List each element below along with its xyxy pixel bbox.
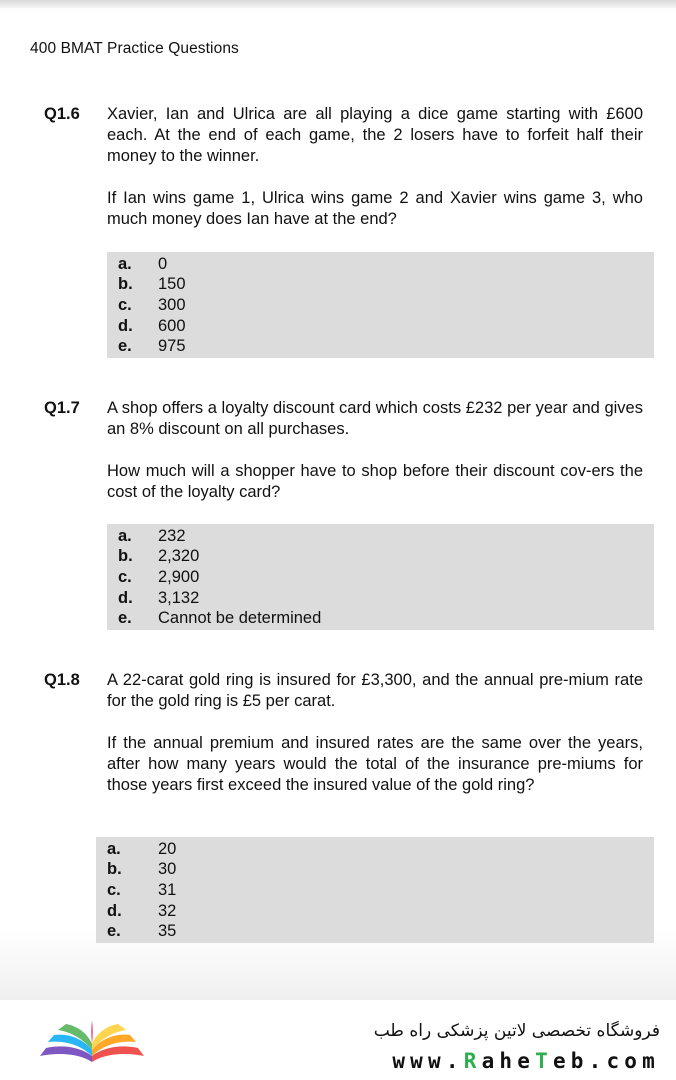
- answer-choices: [96, 837, 654, 943]
- choice-value: 30: [158, 860, 177, 879]
- choice-letter: e.: [118, 609, 132, 628]
- answer-choice[interactable]: [107, 526, 654, 547]
- choice-value: 20: [158, 839, 177, 858]
- choice-letter: a.: [118, 526, 132, 545]
- answer-choice[interactable]: [96, 860, 654, 881]
- url-highlight: R: [463, 1049, 482, 1073]
- choice-value: 600: [158, 316, 186, 335]
- choice-value: 0: [158, 254, 168, 273]
- store-name: فروشگاه تخصصی لاتین پزشکی راه طب: [373, 1021, 660, 1041]
- choice-letter: d.: [118, 588, 133, 607]
- running-header: 400 BMAT Practice Questions: [30, 40, 239, 57]
- question-paragraph: If the annual premium and insured rates are the same over the years, after how many years would the total of the insurance pre-miums for those years first exceed the insured value of the gold ring?: [107, 734, 643, 794]
- answer-choice[interactable]: [107, 316, 654, 337]
- url-suffix: .com: [588, 1049, 660, 1073]
- answer-choices: [107, 524, 654, 630]
- answer-choice[interactable]: [96, 921, 654, 942]
- answer-choice[interactable]: [107, 254, 654, 275]
- choice-letter: a.: [118, 254, 132, 273]
- store-footer: [0, 1000, 676, 1080]
- answer-choice[interactable]: [96, 880, 654, 901]
- choice-letter: e.: [118, 337, 132, 356]
- choice-value: Cannot be determined: [158, 609, 322, 628]
- question-number: Q1.6: [44, 105, 80, 123]
- question-text: [107, 398, 643, 503]
- question-paragraph: How much will a shopper have to shop before their discount cov-ers the cost of the loyalty card?: [107, 462, 643, 501]
- choice-letter: c.: [107, 880, 121, 899]
- choice-value: 300: [158, 295, 186, 314]
- choice-letter: c.: [118, 567, 132, 586]
- choice-letter: a.: [107, 839, 121, 858]
- choice-value: 232: [158, 526, 186, 545]
- choice-letter: e.: [107, 922, 121, 941]
- question-number: Q1.8: [44, 671, 80, 689]
- question-text: [107, 104, 643, 230]
- answer-choice[interactable]: [107, 608, 654, 629]
- choice-value: 32: [158, 901, 177, 920]
- choice-value: 31: [158, 880, 177, 899]
- url-part: eb: [552, 1049, 589, 1073]
- choice-value: 975: [158, 337, 186, 356]
- previous-page-edge: [0, 0, 676, 8]
- choice-value: 35: [158, 922, 177, 941]
- open-book-rainbow-logo-icon: [36, 1018, 148, 1066]
- answer-choice[interactable]: [96, 901, 654, 922]
- question-paragraph: A shop offers a loyalty discount card which costs £232 per year and gives an 8% discount on all purchases.: [107, 399, 643, 438]
- choice-letter: c.: [118, 295, 132, 314]
- question-paragraph: If Ian wins game 1, Ulrica wins game 2 and Xavier wins game 3, who much money does Ian have at the end?: [107, 189, 643, 228]
- choice-letter: b.: [118, 547, 133, 566]
- question-text: [107, 670, 643, 796]
- question-paragraph: Xavier, Ian and Ulrica are all playing a dice game starting with £600 each. At the end of each game, the 2 losers have to forfeit half their money to the winner.: [107, 105, 643, 165]
- answer-choice[interactable]: [107, 547, 654, 568]
- answer-choices: [107, 252, 654, 358]
- choice-letter: d.: [118, 316, 133, 335]
- url-highlight: T: [535, 1049, 553, 1073]
- choice-value: 2,320: [158, 547, 200, 566]
- question-paragraph: A 22-carat gold ring is insured for £3,300, and the annual pre-mium rate for the gold ring is £5 per carat.: [107, 671, 643, 710]
- answer-choice[interactable]: [107, 295, 654, 316]
- question-number: Q1.7: [44, 399, 80, 417]
- answer-choice[interactable]: [96, 839, 654, 860]
- answer-choice[interactable]: [107, 336, 654, 357]
- choice-letter: b.: [107, 860, 122, 879]
- url-part: ahe: [481, 1049, 536, 1073]
- answer-choice[interactable]: [107, 275, 654, 296]
- choice-value: 2,900: [158, 567, 200, 586]
- choice-letter: b.: [118, 275, 133, 294]
- answer-choice[interactable]: [107, 567, 654, 588]
- url-prefix: www.: [392, 1049, 464, 1073]
- choice-letter: d.: [107, 901, 122, 920]
- choice-value: 150: [158, 275, 186, 294]
- choice-value: 3,132: [158, 588, 200, 607]
- answer-choice[interactable]: [107, 588, 654, 609]
- store-url-link[interactable]: [392, 1049, 660, 1073]
